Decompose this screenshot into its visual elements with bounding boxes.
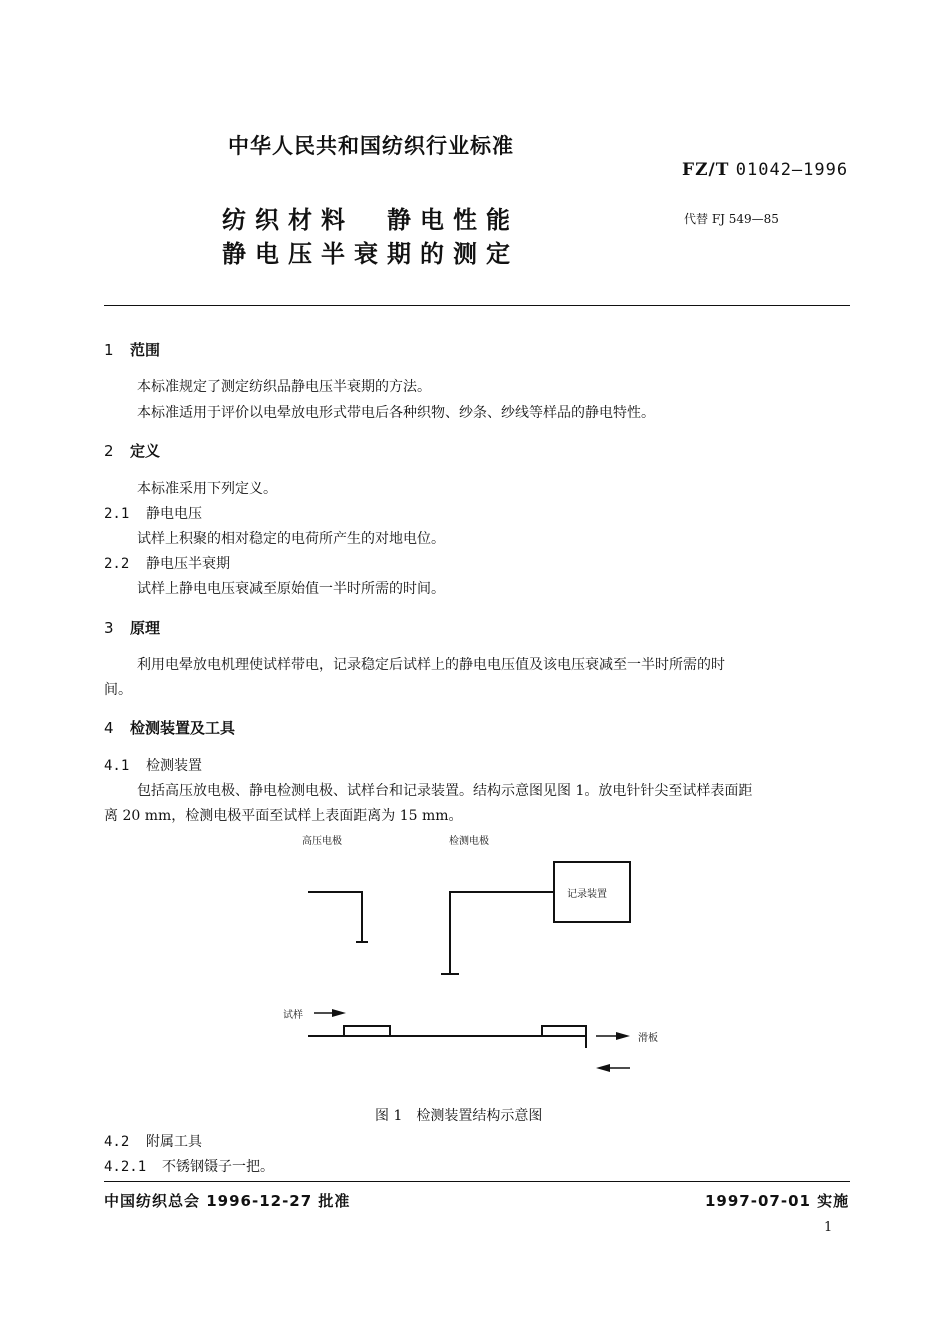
section-3-paragraph-line1: 利用电晕放电机理使试样带电，记录稳定后试样上的静电电压值及该电压衰减至一半时所需的时 [137,657,725,673]
slide-arrow-left-head [596,1064,610,1072]
section-1-heading: 1 范围 [104,341,161,359]
specimen-sample-left [344,1026,390,1036]
footer-divider [104,1181,850,1182]
page-number: 1 [824,1220,833,1235]
subsection-4-1-text-line2: 离 20 mm，检测电极平面至试样上表面距离为 15 mm。 [104,808,463,824]
section-2-heading: 2 定义 [104,442,161,460]
slide-arrow-right-head [616,1032,630,1040]
subsection-4-1-text-line1: 包括高压放电极、静电检测电极、试样台和记录装置。结构示意图见图 1。放电针针尖至试样表面距 [137,783,753,799]
approval-date: 中国纺织总会 1996-12-27 批准 [104,1192,351,1210]
subsection-4-2-heading: 4.2 附属工具 [104,1134,202,1150]
label-recorder: 记录装置 [567,889,607,900]
standard-prefix: FZ/T [682,160,730,180]
section-4-heading: 4 检测装置及工具 [104,719,236,737]
label-slide: 滑板 [638,1033,658,1044]
document-title-line1: 纺织材料 静电性能 [222,206,519,234]
label-specimen: 试样 [283,1010,303,1021]
effective-date: 1997-07-01 实施 [705,1192,850,1210]
hv-electrode [308,892,362,942]
subsection-2-1-heading: 2.1 静电电压 [104,506,202,522]
subsection-2-1-text: 试样上积聚的相对稳定的电荷所产生的对地电位。 [137,531,445,547]
detect-electrode [450,892,554,974]
section-3-heading: 3 原理 [104,619,161,637]
specimen-arrow-head [332,1009,346,1017]
label-hv-electrode: 高压电极 [302,836,342,847]
label-detect-electrode: 检测电极 [449,836,489,847]
subsection-4-2-1-item: 4.2.1 不锈钢镊子一把。 [104,1159,274,1175]
standard-code: 01042—1996 [735,160,849,180]
document-title-line2: 静电压半衰期的测定 [222,240,519,268]
subsection-2-2-text: 试样上静电电压衰减至原始值一半时所需的时间。 [137,581,445,597]
issuing-organization: 中华人民共和国纺织行业标准 [228,134,514,158]
section-1-paragraph-2: 本标准适用于评价以电晕放电形式带电后各种织物、纱条、纱线等样品的静电特性。 [137,405,655,421]
section-2-paragraph-1: 本标准采用下列定义。 [137,481,277,497]
figure-1-caption: 图 1 检测装置结构示意图 [375,1108,543,1124]
section-3-paragraph-line2: 间。 [104,682,132,698]
subsection-2-2-heading: 2.2 静电压半衰期 [104,556,230,572]
replaces-note: 代替 FJ 549—85 [684,212,779,226]
section-1-paragraph-1: 本标准规定了测定纺织品静电压半衰期的方法。 [137,379,431,395]
subsection-4-1-heading: 4.1 检测装置 [104,758,202,774]
